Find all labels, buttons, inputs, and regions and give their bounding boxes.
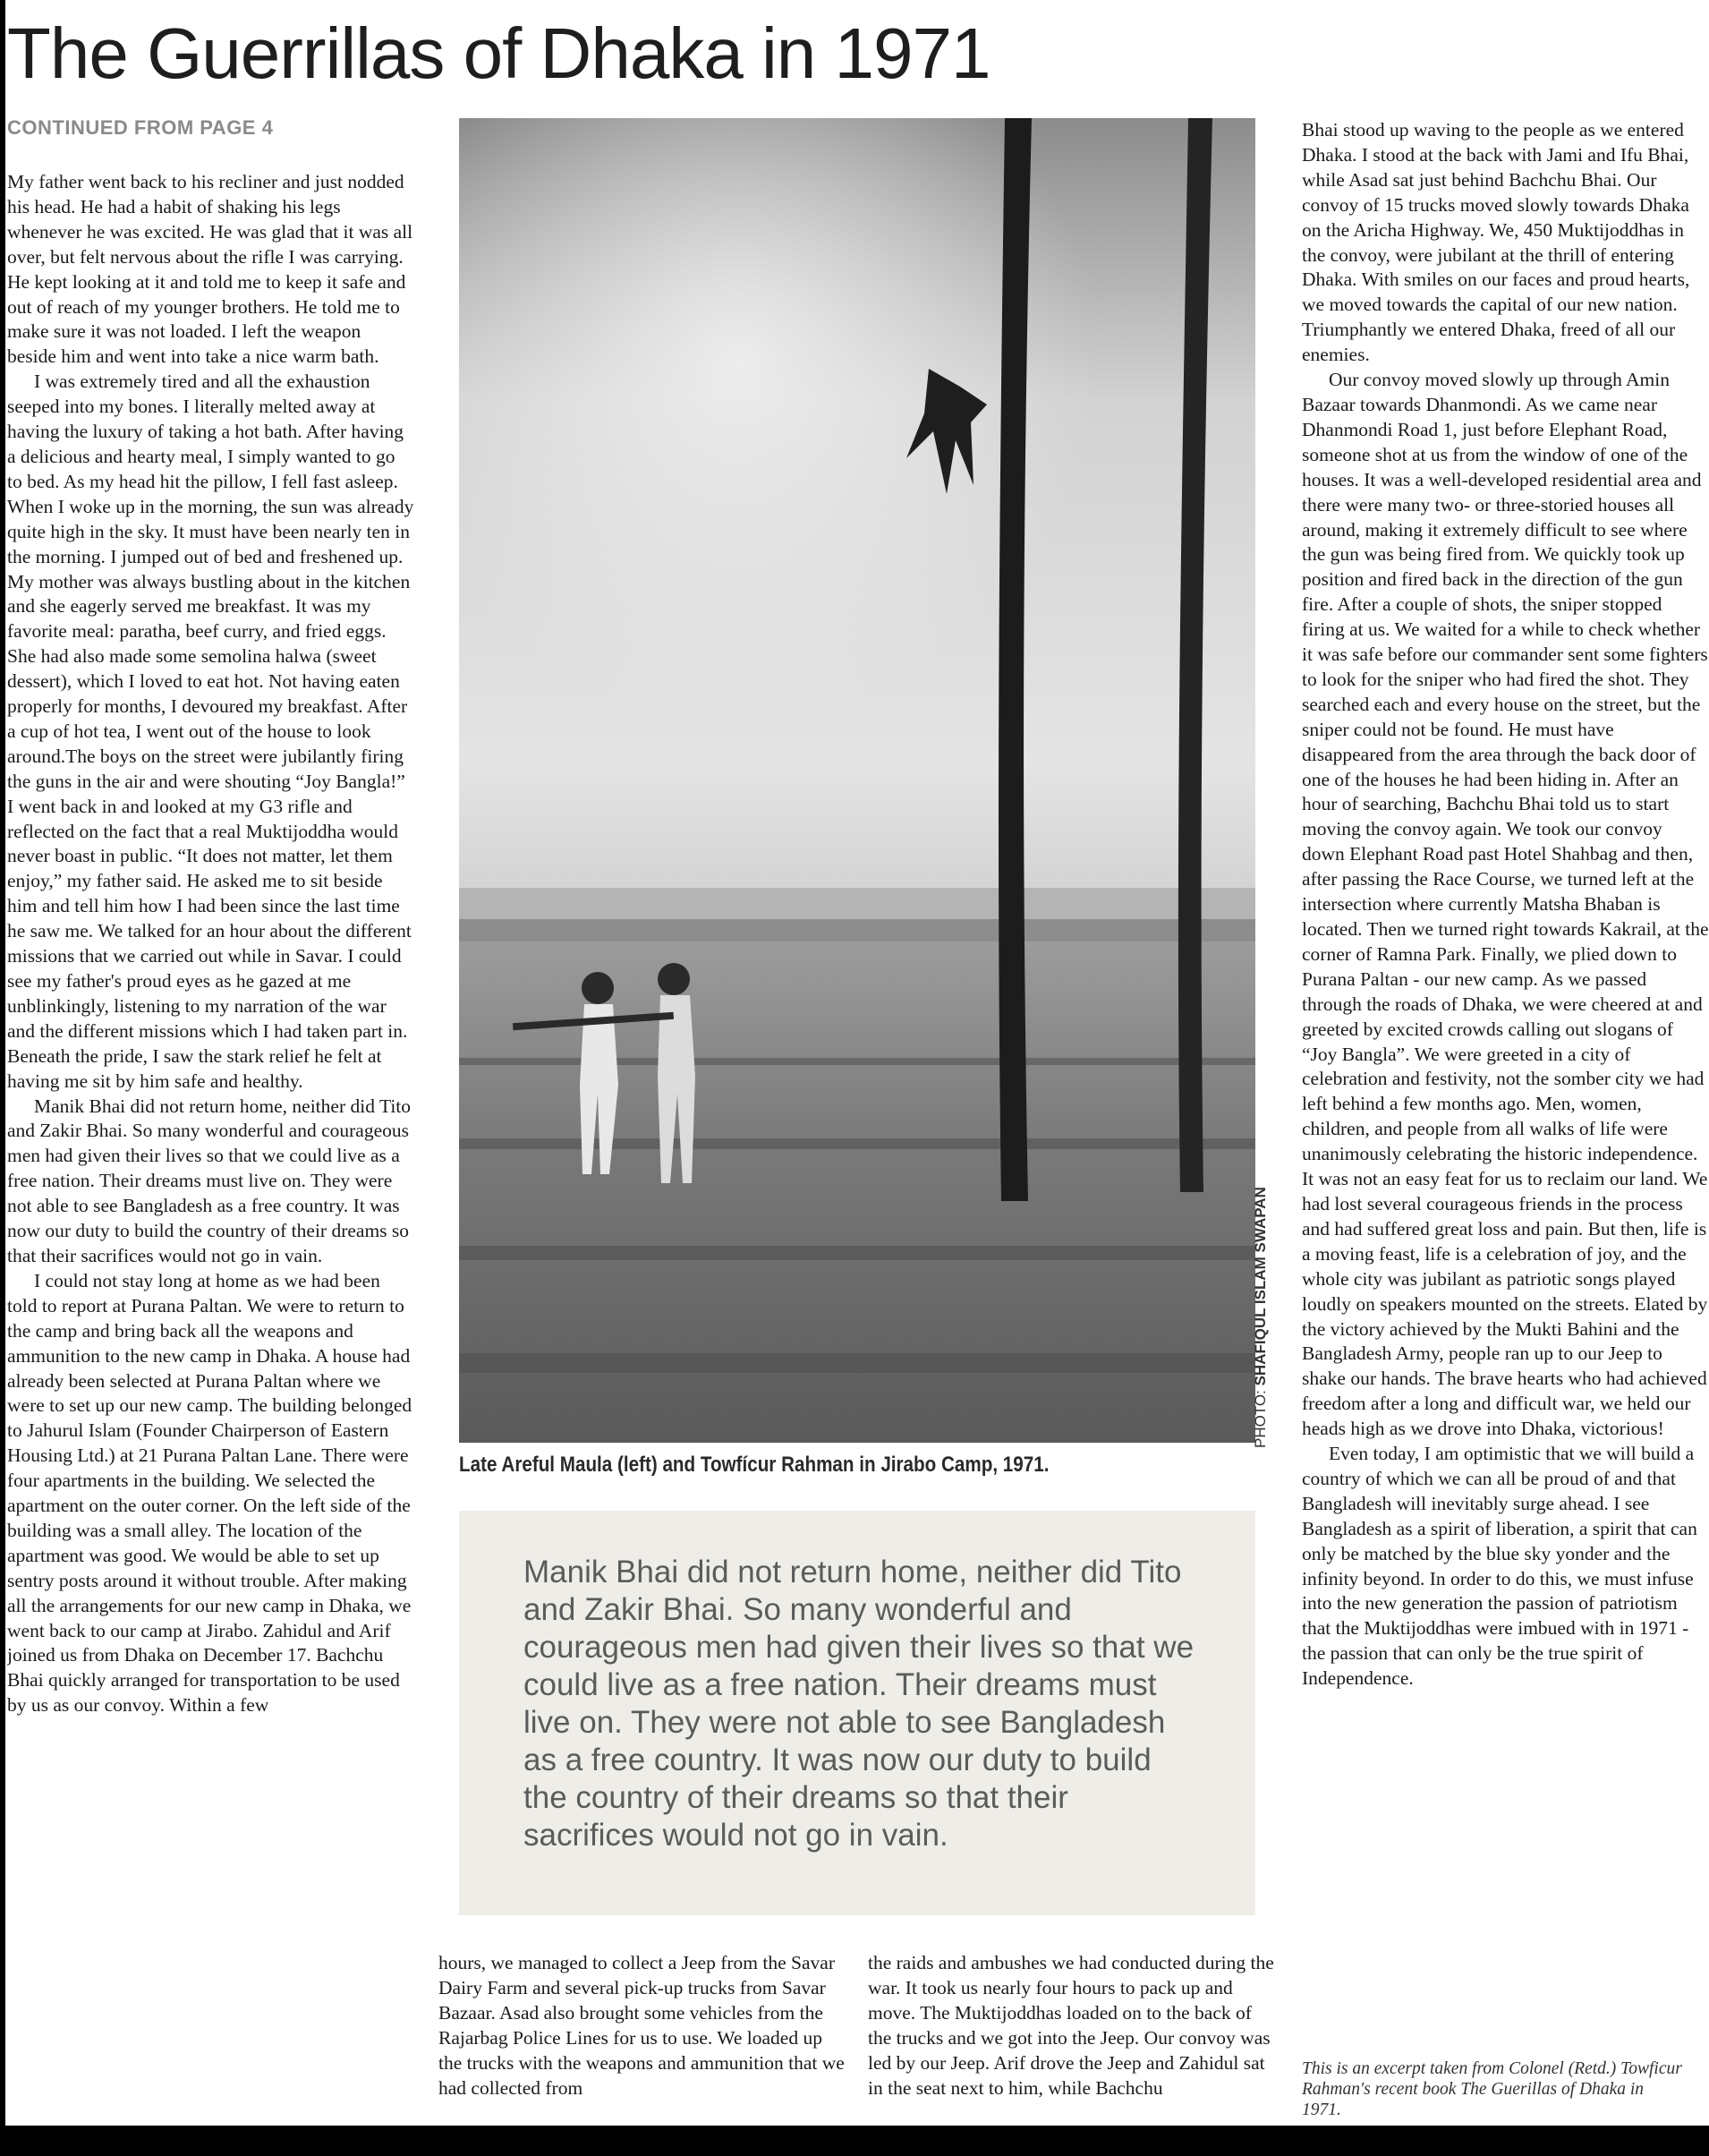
article-photo xyxy=(459,118,1255,1443)
body-paragraph: Our convoy moved slowly up through Amin Bazaar towards Dhanmondi. As we came near Dhanmondi Road 1, just before Elephant Road, someone shot at us from the window of one of the houses. It was a well-developed residential area and there were many two- or three-storied houses all around, making it extremely difficult to see where the gun was being fired from. We quickly took up position and fired back in the direction of the gun fire. After a couple of shots, the sniper stopped firing at us. We waited for a while to check whether it was safe before our commander sent some fighters to look for the sniper who had fired the shot. They searched each and every house on the street, but the sniper could not be found. He must have disappeared from the area through the back door of one of the houses he had been hiding in. After an hour of searching, Bachchu Bhai told us to start moving the convoy again. We took our convoy down Elephant Road past Hotel Shahbag and then, after passing the Race Course, we turned left at the intersection where currently Matsha Bhaban is located. Then we turned right towards Kakrail, at the corner of Ramna Park. Finally, we plied down to Purana Paltan - our new camp. As we passed through the roads of Dhaka, we were cheered at and greeted by excited crowds calling out slogans of “Joy Bangla”. We were greeted in a city of celebration and festivity, not the somber city we had left behind a few months ago. Men, women, children, and people from all walks of life were unanimously celebrating the historic independence. It was not an easy feat for us to reclaim our land. We had lost several courageous friends in the process and had suffered great loss and pain. But then, life is a moving feast, life is a celebration of joy, and the whole city was jubilant as patriotic songs played loudly on speakers mounted on the streets. Elated by the victory achieved by the Mukti Bahini and the Bangladesh Army, people ran up to our Jeep to shake our hands. The brave hearts who had achieved freedom after a long and difficult war, we held our heads high as we drove into Dhaka, victorious! xyxy=(1302,369,1709,1440)
photo-credit xyxy=(1252,1162,1270,1448)
photo-credit-name: SHAFIQUL ISLAM SWAPAN xyxy=(1252,1187,1269,1386)
body-paragraph: My father went back to his recliner and just nodded his head. He had a habit of shaking his legs whenever he was excited. He was glad that it was all over, but felt nervous about the rifle I was carrying. He kept looking at it and told me to keep it safe and out of reach of my younger brothers. He told me to make sure it was not loaded. I left the weapon beside him and went into take a nice warm bath. xyxy=(7,171,413,368)
photo-illustration xyxy=(459,118,1255,1443)
continued-from-label: CONTINUED FROM PAGE 4 xyxy=(7,116,274,139)
book-excerpt-note: This is an excerpt taken from Colonel (Retd.) Towficur Rahman's recent book The Guerillas of Dhaka in 1971. xyxy=(1302,2059,1682,2119)
photo-credit-prefix: PHOTO: xyxy=(1252,1385,1269,1448)
text-column-1 xyxy=(7,170,414,2126)
left-border-rule xyxy=(0,0,5,2156)
body-paragraph: hours, we managed to collect a Jeep from the Savar Dairy Farm and several pick-up trucks from Savar Bazaar. Asad also brought some vehicles from the Rajarbag Police Lines for us to use. We loaded up the trucks with the weapons and ammunition that we had collected from xyxy=(438,1952,845,2099)
body-paragraph: the raids and ambushes we had conducted during the war. It took us nearly four hours to pack up and move. The Muktijoddhas loaded on to the back of the trucks and we got into the Jeep. Our convoy was led by our Jeep. Arif drove the Jeep and Zahidul sat in the seat next to him, while Bachchu xyxy=(868,1952,1274,2099)
pull-quote-text: Manik Bhai did not return home, neither did Tito and Zakir Bhai. So many wonderful and courageous men had given their lives so that we could live as a free nation. Their dreams must live on. They were not able to see Bangladesh as a free country. It was now our duty to build the country of their dreams so that their sacrifices would not go in vain. xyxy=(523,1555,1195,1853)
pull-quote-box xyxy=(459,1511,1255,1915)
body-paragraph: Manik Bhai did not return home, neither did Tito and Zakir Bhai. So many wonderful and courageous men had given their lives so that we could live as a free nation. Their dreams must live on. They were not able to see Bangladesh as a free country. It was now our duty to build the country of their dreams so that their sacrifices would not go in vain. xyxy=(7,1095,412,1266)
headline: The Guerrillas of Dhaka in 1971 xyxy=(7,13,991,93)
text-column-2 xyxy=(438,1951,846,2126)
text-column-4 xyxy=(1302,118,1709,2038)
body-paragraph: Bhai stood up waving to the people as we entered Dhaka. I stood at the back with Jami and Ifu Bhai, while Asad sat just behind Bachchu Bhai. Our convoy of 15 trucks moved slowly towards Dhaka on the Aricha Highway. We, 450 Muktijoddhas in the convoy, were jubilant at the thrill of entering Dhaka. With smiles on our faces and proud hearts, we moved towards the capital of our new nation. Triumphantly we entered Dhaka, freed of all our enemies. xyxy=(1302,119,1690,366)
body-paragraph: Even today, I am optimistic that we will build a country of which we can all be proud of and that Bangladesh will inevitably surge ahead. I see Bangladesh as a spirit of liberation, a spirit that can only be matched by the blue sky yonder and the infinity beyond. In order to do this, we must infuse into the new generation the passion of patriotism that the Muktijoddhas were imbued with in 1971 - the passion that can only be the true spirit of Independence. xyxy=(1302,1443,1697,1690)
text-column-3 xyxy=(868,1951,1275,2126)
bottom-border-rule xyxy=(0,2126,1709,2156)
body-paragraph: I was extremely tired and all the exhaustion seeped into my bones. I literally melted away at having the luxury of taking a hot bath. After having a delicious and hearty meal, I simply wanted to go to bed. As my head hit the pillow, I fell fast asleep. When I woke up in the morning, the sun was already quite high in the sky. It must have been nearly ten in the morning. I jumped out of bed and freshened up. My mother was always bustling about in the kitchen and she eagerly served me breakfast. It was my favorite meal: paratha, beef curry, and fried eggs. She had also made some semolina halwa (sweet dessert), which I loved to eat hot. Not having eaten properly for months, I devoured my breakfast. After a cup of hot tea, I went out of the house to look around.The boys on the street were jubilantly firing the guns in the air and were shouting “Joy Bangla!” I went back in and looked at my G3 rifle and reflected on the fact that a real Muktijoddha would never boast in public. “It does not matter, let them enjoy,” my father said. He asked me to sit beside him and tell him how I had been since the last time he saw me. We talked for an hour about the different missions that we carried out while in Savar. I could see my father's proud eyes as he gazed at me unblinkingly, listening to my narration of the war and the different missions which I had taken part in. Beneath the pride, I saw the stark relief he felt at having me sit by him safe and healthy. xyxy=(7,371,414,1092)
photo-caption: Late Areful Maula (left) and Towfícur Rahman in Jirabo Camp, 1971. xyxy=(459,1453,1050,1477)
body-paragraph: I could not stay long at home as we had been told to report at Purana Paltan. We were to return to the camp and bring back all the weapons and ammunition to the new camp in Dhaka. A house had already been selected at Purana Paltan where we were to set up our new camp. The building belonged to Jahurul Islam (Founder Chairperson of Eastern Housing Ltd.) at 21 Purana Paltan Lane. There were four apartments in the building. We selected the apartment on the outer corner. On the left side of the building was a small alley. The location of the apartment was good. We would be able to set up sentry posts around it without trouble. After making all the arrangements for our new camp in Dhaka, we went back to our camp at Jirabo. Zahidul and Arif joined us from Dhaka on December 17. Bachchu Bhai quickly arranged for transportation to be used by us as our convoy. Within a few xyxy=(7,1269,412,1717)
